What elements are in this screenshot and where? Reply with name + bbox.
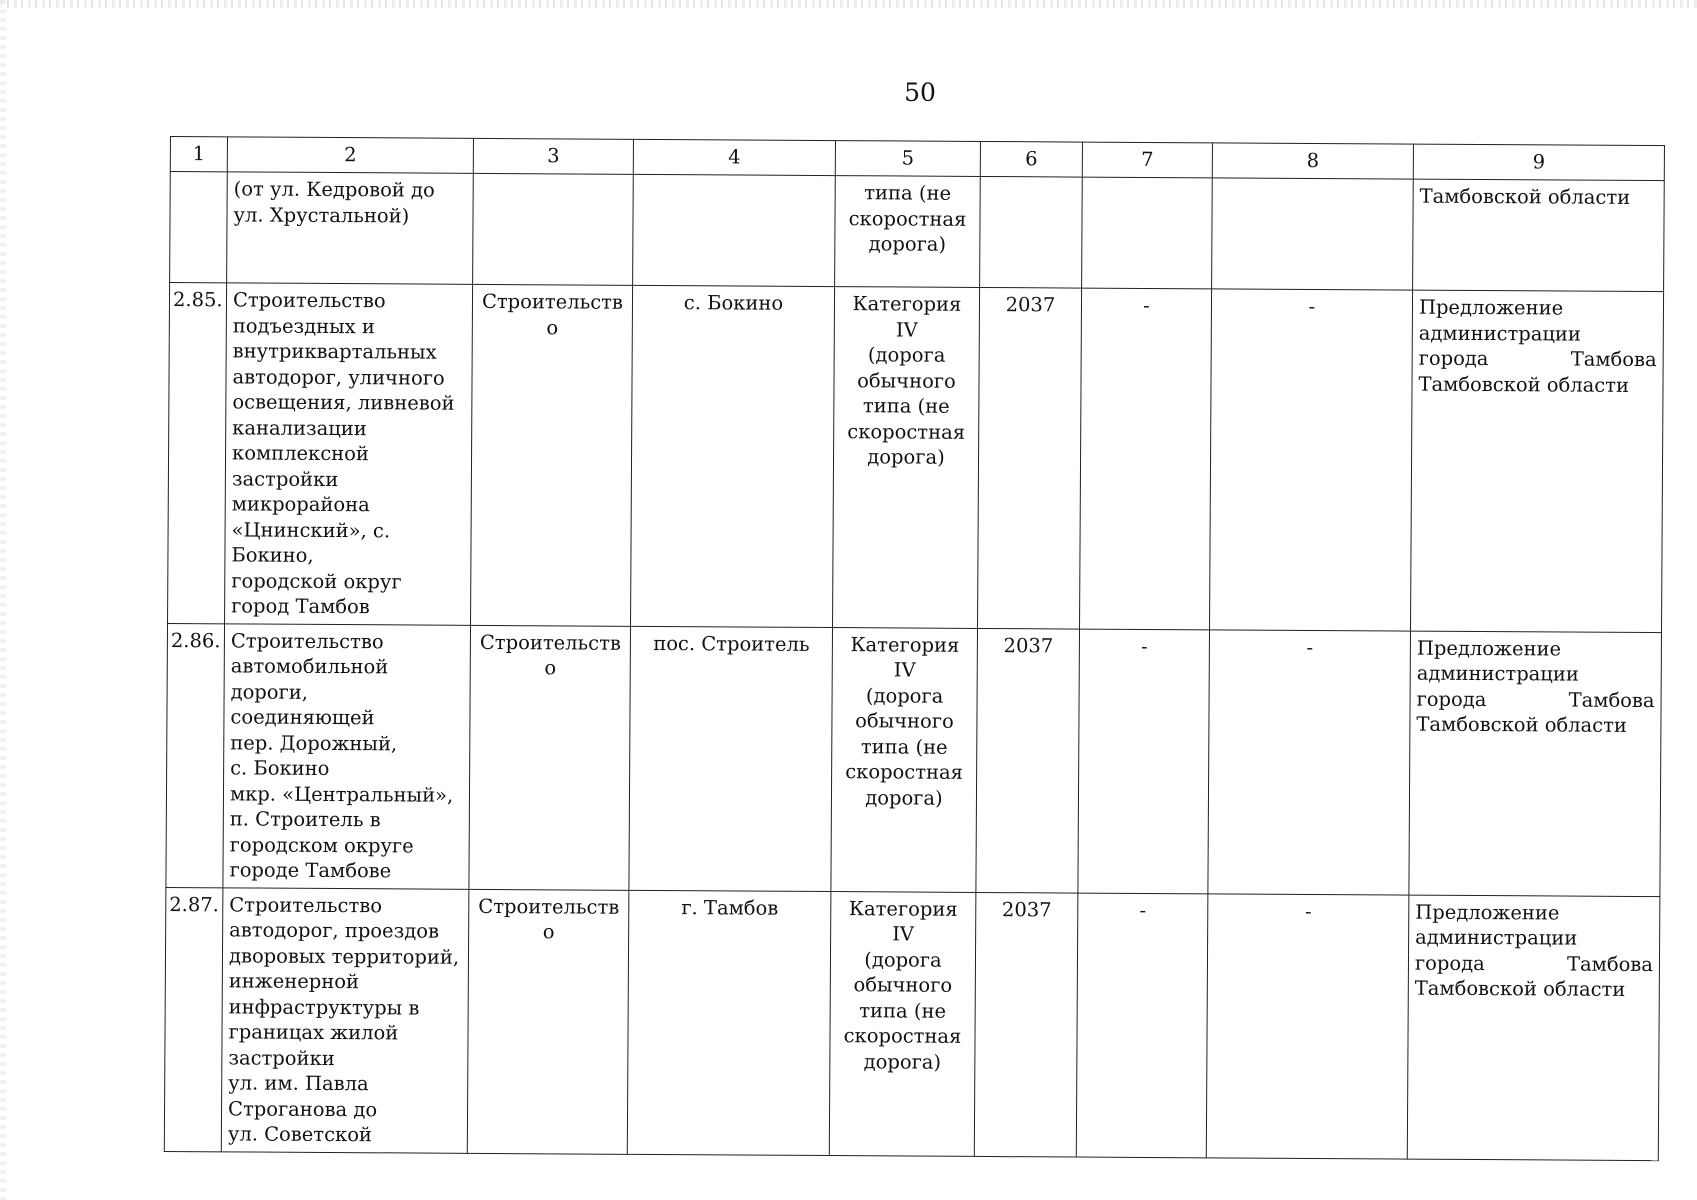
basis-cell (1411, 290, 1664, 632)
object-name-cell: (от ул. Кедровой до ул. Хрустальной) (227, 172, 474, 285)
location-cell: г. Тамбов (627, 890, 831, 1155)
basis-cell: Тамбовской области (1413, 179, 1665, 292)
column-header: 7 (1082, 142, 1212, 178)
year-cell (980, 176, 1083, 288)
column-header: 6 (980, 141, 1082, 177)
row-number-cell (170, 172, 228, 283)
page-number: 50 (904, 78, 936, 107)
category-cell: Категория IV (дорога обычного типа (не скоростная дорога) (833, 287, 980, 628)
column-header: 8 (1212, 143, 1413, 179)
basis-line: города Тамбова (1416, 687, 1655, 712)
col8-cell (1212, 178, 1414, 290)
basis-line: Тамбовской области (1416, 712, 1628, 737)
column-header: 3 (473, 138, 633, 174)
objects-table (164, 136, 1665, 1161)
object-name-cell: Строительство автомобильной дороги, соединяющей пер. Дорожный, с. Бокино мкр. «Центральный», п. Строитель в городском округе городе Тамбове (223, 623, 471, 888)
work-type-cell: Строительство (471, 284, 633, 625)
column-header: 2 (227, 137, 473, 174)
category-cell: типа (не скоростная дорога) (835, 176, 981, 288)
row-number-cell: 2.86. (166, 623, 225, 887)
table-row (168, 283, 1664, 633)
category-cell: Категория IV (дорога обычного типа (не скоростная дорога) (831, 627, 978, 892)
basis-line: города Тамбова (1414, 951, 1654, 976)
column-header: 9 (1413, 144, 1664, 181)
col7-cell (1082, 177, 1213, 289)
basis-line: Предложение (1418, 295, 1564, 320)
scan-edge-left (0, 0, 6, 1200)
col8-cell: - (1208, 629, 1411, 894)
basis-line: Предложение (1416, 636, 1562, 661)
category-cell: Категория IV (дорога обычного типа (не скоростная дорога) (829, 891, 976, 1156)
table-row-continuation (170, 172, 1665, 292)
location-cell (633, 174, 836, 286)
year-cell: 2037 (978, 287, 1082, 628)
year-cell: 2037 (974, 892, 1078, 1157)
object-name-cell: Строительство автодорог, проездов дворовых территорий, инженерной инфраструктуры в границах жилой застройки ул. им. Павла Строганова до ул. Советской (221, 887, 469, 1152)
basis-line: Тамбовской области (1414, 976, 1626, 1001)
basis-cell (1407, 895, 1660, 1161)
column-header: 5 (835, 141, 980, 177)
basis-line: администрации (1418, 321, 1582, 346)
work-type-cell: Строительство (467, 889, 629, 1154)
location-cell: пос. Строитель (629, 626, 833, 891)
col7-cell: - (1078, 629, 1210, 894)
col8-cell: - (1206, 893, 1409, 1158)
row-number-cell: 2.87. (164, 887, 223, 1151)
scan-edge-top (0, 0, 1697, 8)
basis-cell (1409, 631, 1662, 897)
col7-cell: - (1080, 288, 1212, 629)
basis-line: Предложение (1415, 900, 1560, 925)
row-number-cell: 2.85. (168, 283, 227, 624)
column-header: 1 (170, 137, 227, 172)
column-header: 4 (633, 139, 835, 175)
basis-line: администрации (1415, 925, 1578, 950)
work-type-cell (473, 173, 634, 285)
basis-line: Тамбовской области (1418, 372, 1630, 397)
year-cell: 2037 (976, 628, 1080, 893)
table-row (164, 887, 1660, 1160)
col8-cell: - (1210, 289, 1413, 631)
object-name-cell: Строительство подъездных и внутриквартальных автодорог, уличного освещения, ливневой канализации комплексной застройки микрорайона «Цнинский», с. Бокино, городской округ город Тамбов (225, 283, 473, 625)
basis-line: администрации (1416, 661, 1579, 686)
work-type-cell: Строительство (469, 625, 631, 890)
col7-cell: - (1076, 893, 1208, 1158)
table-row (166, 623, 1662, 896)
location-cell: с. Бокино (631, 285, 835, 627)
basis-line: города Тамбова (1418, 346, 1657, 372)
